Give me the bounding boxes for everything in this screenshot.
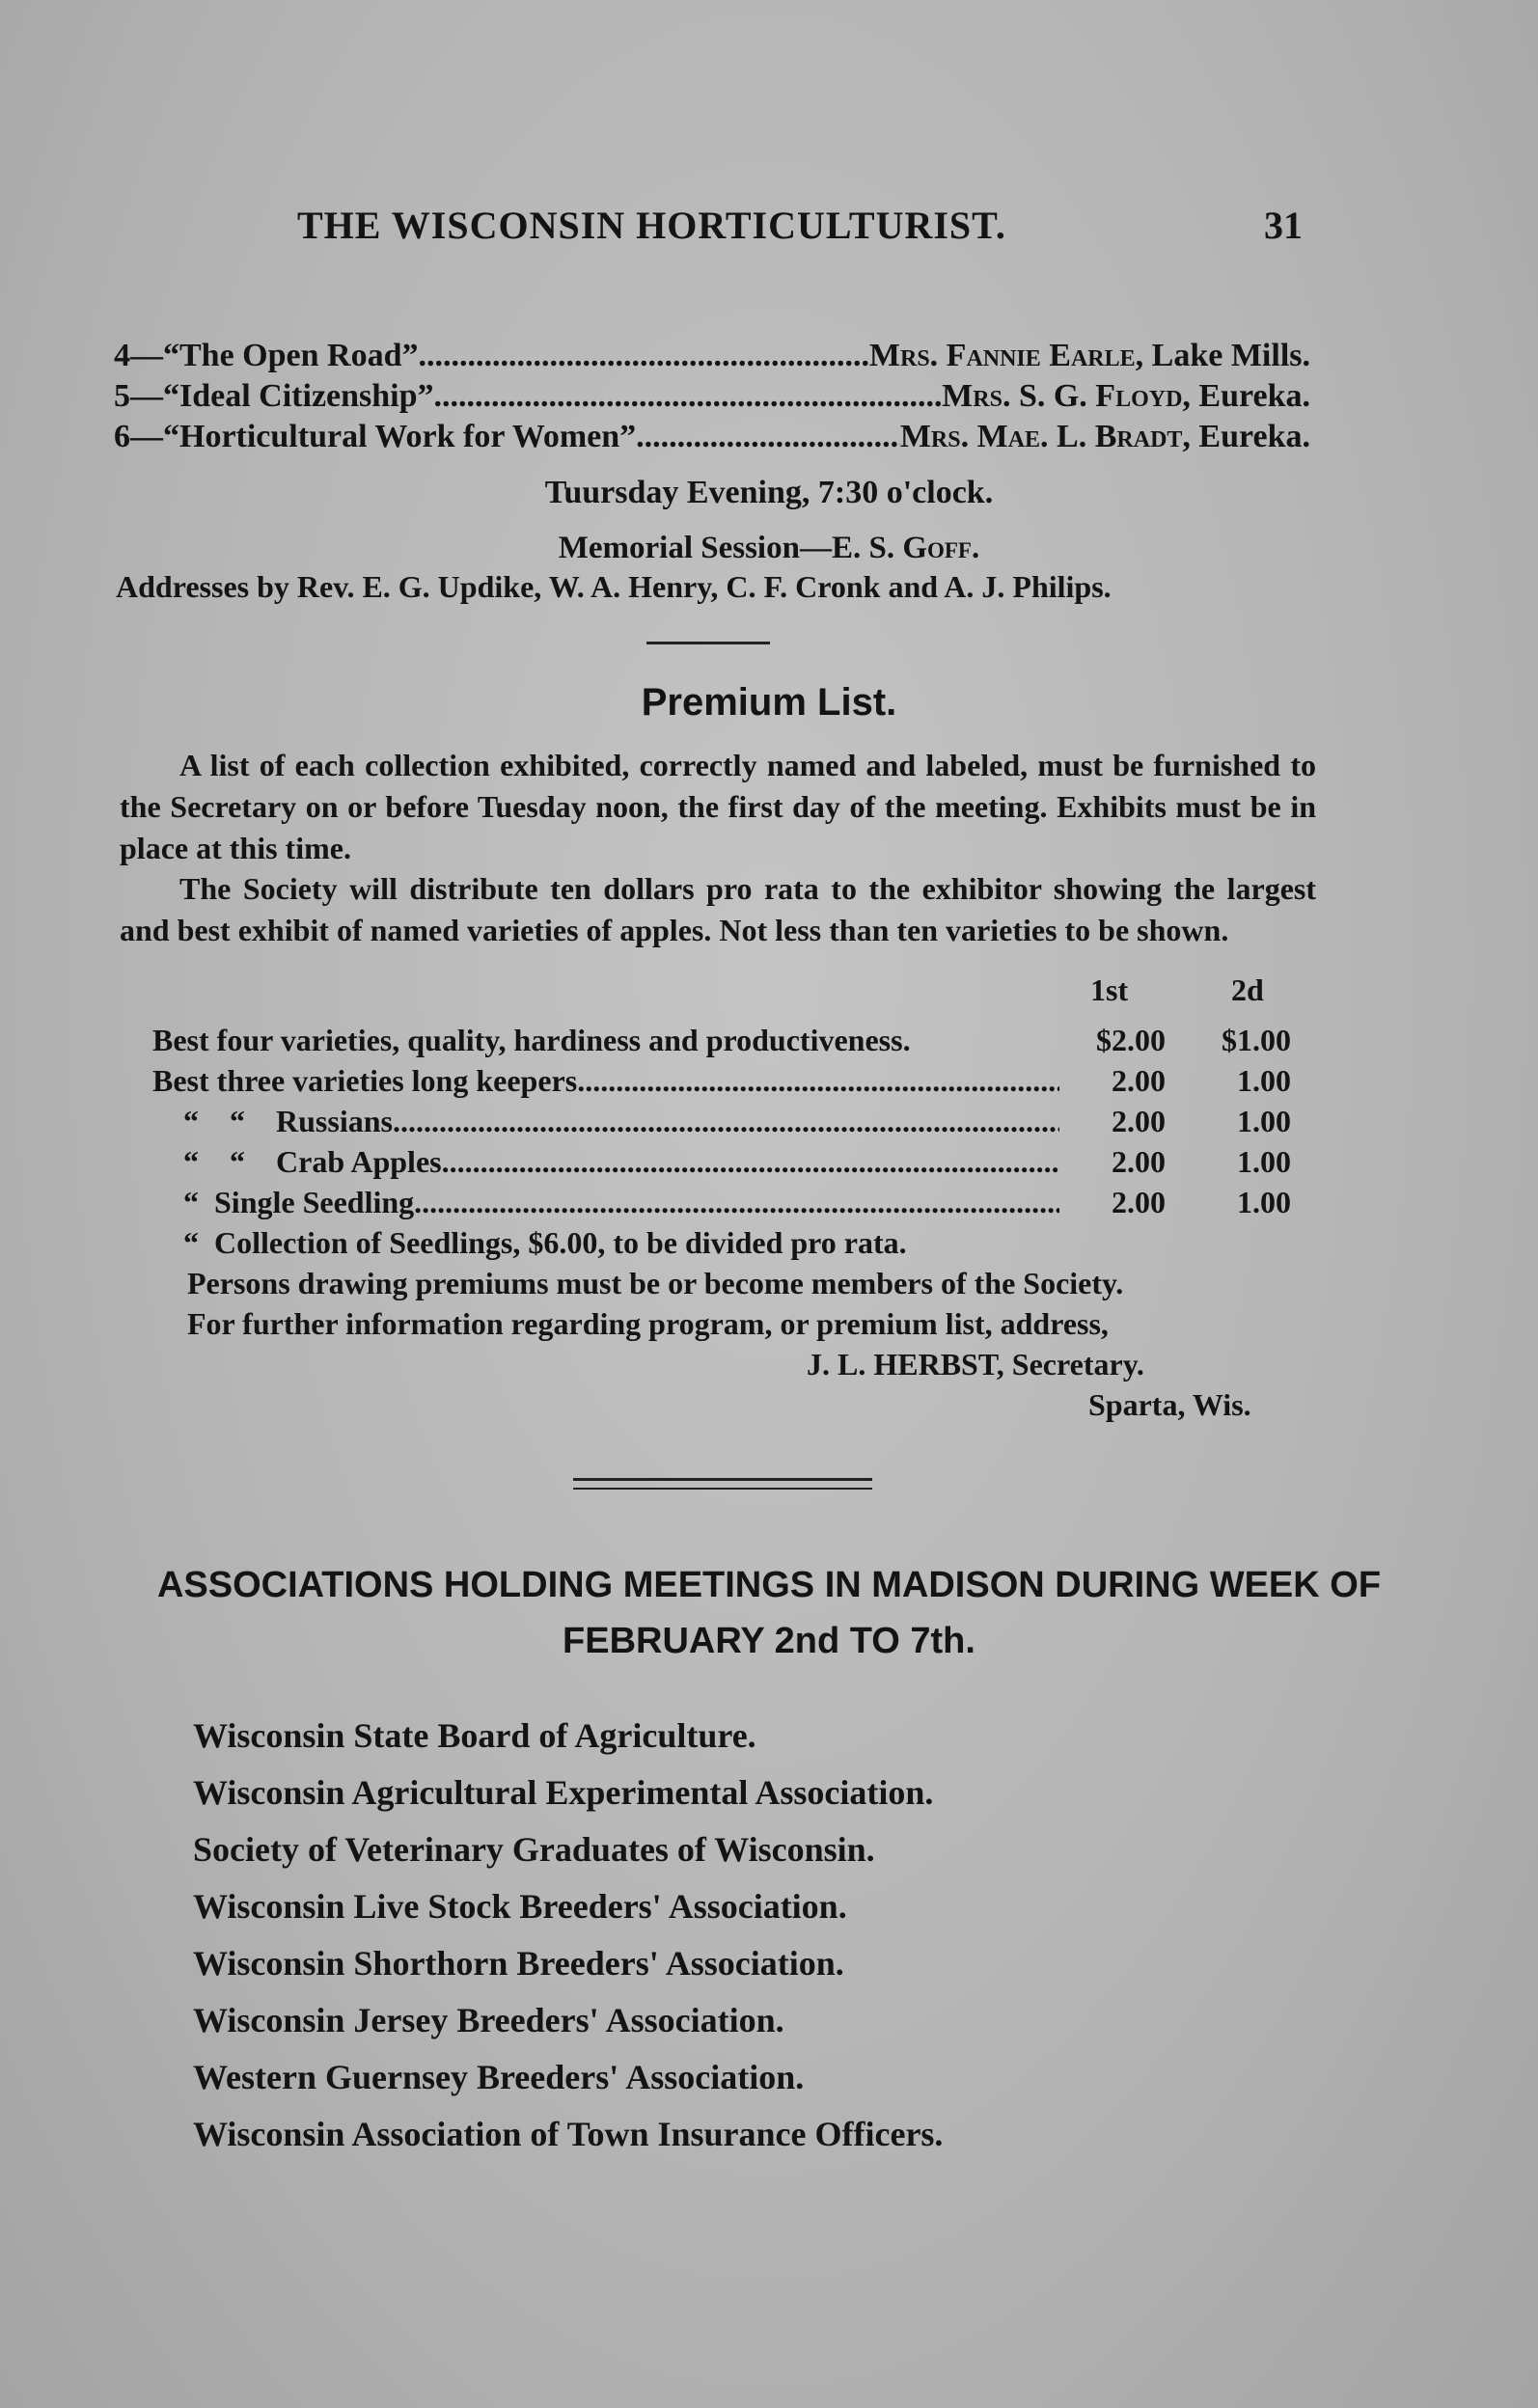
program-speaker: Mrs. S. G. Floyd, Eureka. [942, 378, 1310, 414]
premium-first: 2.00 [1112, 1144, 1166, 1179]
premium-paragraph: A list of each collection exhibited, correctly named and labeled, must be furnished to the Secretary on or before Tuesday noon, the first day of the meeting. Exhibits must be in place at this time. [120, 748, 1316, 865]
premium-row [183, 1104, 1291, 1139]
premium-second: 1.00 [1237, 1144, 1291, 1179]
premium-label: “ Single Seedling [183, 1185, 415, 1219]
associations-title-line-2: FEBRUARY 2nd TO 7th. [563, 1621, 975, 1661]
dot-leader [393, 1104, 1059, 1139]
members-line: Persons drawing premiums must be or become members of the Society. [187, 1266, 1124, 1300]
association-item: Wisconsin Association of Town Insurance Officers. [193, 2115, 944, 2153]
addresses-line: Addresses by Rev. E. G. Updike, W. A. Henry, C. F. Cronk and A. J. Philips. [116, 569, 1112, 604]
premium-row [183, 1185, 1291, 1220]
association-item: Wisconsin State Board of Agriculture. [193, 1716, 756, 1755]
evening-heading: Tuursday Evening, 7:30 o'clock. [544, 475, 994, 510]
column-header-second: 2d [1231, 972, 1264, 1007]
premium-first: 2.00 [1112, 1104, 1166, 1138]
program-item [114, 419, 1310, 455]
double-rule-bottom [573, 1488, 872, 1490]
premium-first: $2.00 [1096, 1023, 1166, 1057]
program-title: “Ideal Citizenship” [163, 378, 434, 414]
associations-title-line-1: ASSOCIATIONS HOLDING MEETINGS IN MADISON DURING WEEK OF [156, 1565, 1382, 1605]
premium-label: “ “ Russians [183, 1104, 393, 1138]
program-speaker: Mrs. Mae. L. Bradt, Eureka. [899, 419, 1310, 454]
association-item: Western Guernsey Breeders' Association. [193, 2058, 805, 2096]
double-rule-top [573, 1478, 872, 1481]
collection-line: “ Collection of Seedlings, $6.00, to be divided pro rata. [183, 1225, 907, 1260]
premium-row [183, 1144, 1291, 1180]
association-item: Wisconsin Live Stock Breeders' Association. [193, 1887, 847, 1926]
association-item: Wisconsin Agricultural Experimental Association. [193, 1773, 934, 1812]
running-header: THE WISCONSIN HORTICULTURIST. [297, 204, 1006, 247]
premium-second: $1.00 [1222, 1023, 1291, 1057]
program-number: 5— [114, 378, 163, 414]
association-item: Wisconsin Shorthorn Breeders' Association. [193, 1944, 844, 1983]
premium-label: Best three varieties long keepers [152, 1063, 578, 1098]
premium-label: “ “ Crab Apples [183, 1144, 442, 1179]
dot-leader [577, 1063, 1059, 1099]
dot-leader [442, 1144, 1059, 1180]
premium-paragraph: The Society will distribute ten dollars pro rata to the exhibitor showing the largest and best exhibit of named varieties of apples. Not less than ten varieties to be shown. [120, 871, 1316, 947]
program-title: “Horticultural Work for Women” [163, 419, 637, 454]
program-number: 4— [114, 338, 163, 373]
program-number: 6— [114, 419, 163, 454]
memorial-session: Memorial Session—E. S. Goff. [558, 531, 980, 565]
program-title: “The Open Road” [163, 338, 419, 373]
further-info-line: For further information regarding program, or premium list, address, [187, 1306, 1109, 1341]
premium-row [152, 1063, 1291, 1099]
premium-first: 2.00 [1112, 1063, 1166, 1098]
premium-list-title: Premium List. [641, 681, 897, 724]
program-speaker: Mrs. Fannie Earle, Lake Mills. [868, 338, 1310, 373]
program-item [114, 338, 1310, 374]
association-item: Wisconsin Jersey Breeders' Association. [193, 2001, 784, 2039]
premium-second: 1.00 [1237, 1104, 1291, 1138]
dot-leader [414, 1185, 1059, 1220]
premium-label: Best four varieties, quality, hardiness and productiveness. [152, 1023, 911, 1057]
premium-row [152, 1023, 1291, 1058]
premium-first: 2.00 [1112, 1185, 1166, 1219]
secretary-location: Sparta, Wis. [1088, 1387, 1251, 1422]
program-item [114, 378, 1310, 415]
secretary-signature: J. L. HERBST, Secretary. [807, 1347, 1144, 1382]
premium-second: 1.00 [1237, 1063, 1291, 1098]
dot-leader [434, 378, 943, 415]
dot-leader [419, 338, 869, 374]
premium-second: 1.00 [1237, 1185, 1291, 1219]
column-header-first: 1st [1090, 972, 1129, 1007]
dot-leader [636, 419, 900, 455]
associations-list [193, 1708, 943, 2163]
short-rule [646, 642, 770, 644]
association-item: Society of Veterinary Graduates of Wisconsin. [193, 1830, 875, 1869]
page-number: 31 [1264, 204, 1303, 247]
